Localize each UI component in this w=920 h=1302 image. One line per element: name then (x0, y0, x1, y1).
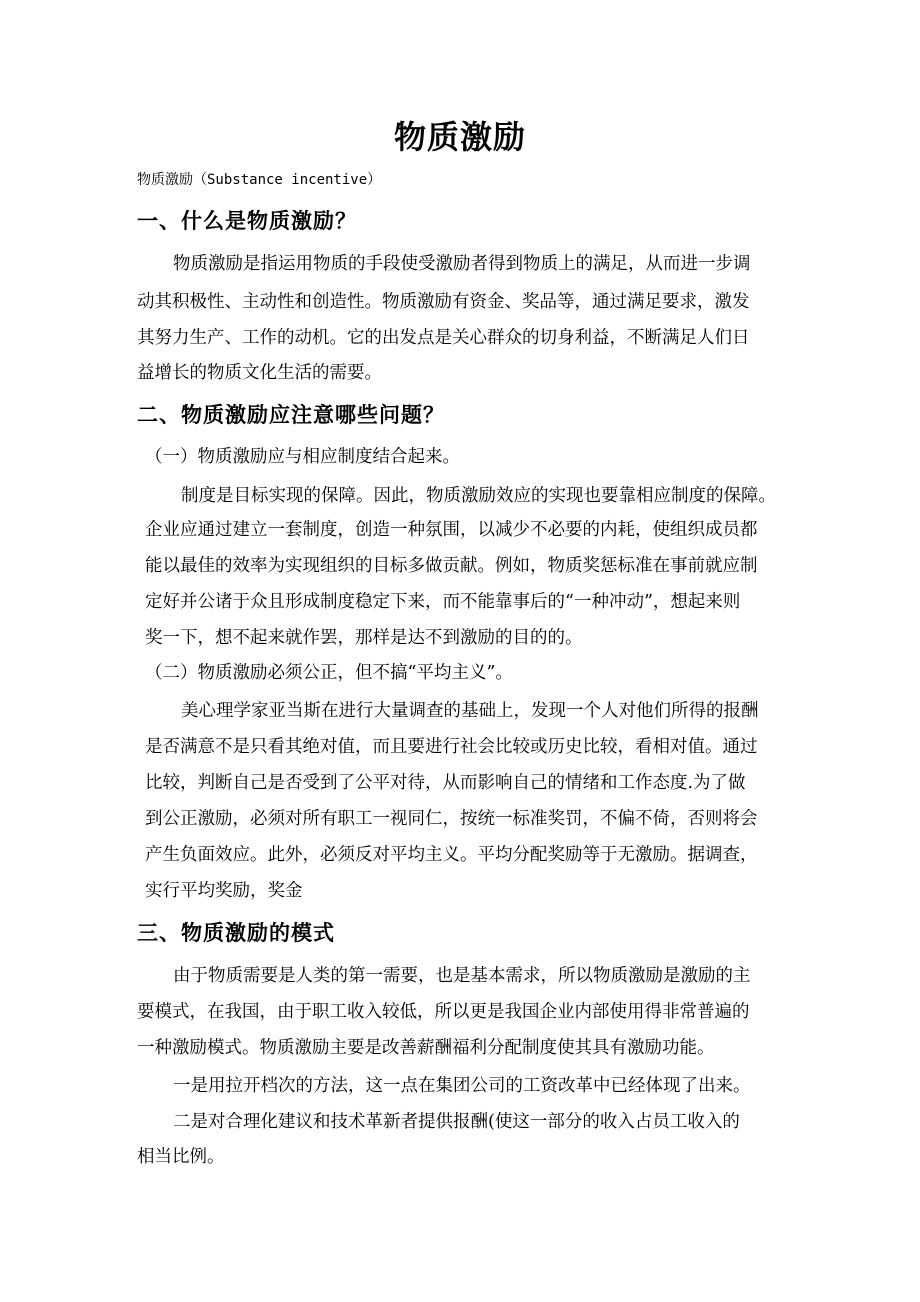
section-heading-modes: 三、物质激励的模式 (137, 920, 335, 945)
paragraph-line: 奖一下，想不起来就作罢，那样是达不到激励的目的的。 (145, 628, 583, 648)
paragraph-line: 定好并公诸于众且形成制度稳定下来，而不能靠事后的“一种冲动”，想起来则 (145, 592, 741, 612)
paragraph-line: 实行平均奖励，奖金 (145, 881, 303, 901)
section-heading-issues: 二、物质激励应注意哪些问题？ (137, 402, 445, 427)
paragraph-line: 益增长的物质文化生活的需要。 (137, 363, 382, 383)
paragraph-line: 是否满意不是只看其绝对值，而且要进行社会比较或历史比较，看相对值。通过 (145, 737, 758, 757)
subsection-heading: （一）物质激励应与相应制度结合起来。 (145, 447, 460, 467)
subtitle-chinese: 物质激励 (137, 172, 193, 188)
paragraph-line: 二是对合理化建议和技术革新者提供报酬(使这一部分的收入占员工收入的 (173, 1112, 740, 1132)
subtitle-english: （Substance incentive） (193, 172, 382, 188)
paragraph-line: 动其积极性、主动性和创造性。物质激励有资金、奖品等，通过满足要求，激发 (137, 292, 750, 312)
paragraph-line: 其努力生产、工作的动机。它的出发点是关心群众的切身利益，不断满足人们日 (137, 328, 750, 348)
paragraph-line: 到公正激励，必须对所有职工一视同仁，按统一标准奖罚，不偏不倚，否则将会 (145, 809, 758, 829)
paragraph-line: 一是用拉开档次的方法，这一点在集团公司的工资改革中已经体现了出来。 (173, 1076, 751, 1096)
page-subtitle (137, 169, 381, 189)
paragraph-line: 相当比例。 (137, 1147, 225, 1167)
paragraph-line: 由于物质需要是人类的第一需要，也是基本需求，所以物质激励是激励的主 (173, 966, 751, 986)
paragraph-line: 一种激励模式。物质激励主要是改善薪酬福利分配制度使其具有激励功能。 (137, 1038, 715, 1058)
paragraph-line: 产生负面效应。此外，必须反对平均主义。平均分配奖励等于无激励。据调查， (145, 845, 758, 865)
section-heading-what-is: 一、什么是物质激励？ (137, 208, 357, 233)
page-title: 物质激励 (393, 118, 526, 156)
paragraph-line: 能以最佳的效率为实现组织的目标多做贡献。例如，物质奖惩标准在事前就应制 (145, 556, 758, 576)
paragraph-line: 制度是目标实现的保障。因此，物质激励效应的实现也要靠相应制度的保障。 (181, 486, 776, 506)
paragraph-line: 比较，判断自己是否受到了公平对待，从而影响自己的情绪和工作态度.为了做 (145, 773, 746, 793)
paragraph-line: 要模式，在我国，由于职工收入较低，所以更是我国企业内部使用得非常普遍的 (137, 1002, 750, 1022)
paragraph-line: 美心理学家亚当斯在进行大量调查的基础上，发现一个人对他们所得的报酬 (181, 701, 759, 721)
subsection-heading: （二）物质激励必须公正，但不搞“平均主义”。 (145, 663, 513, 683)
page-bottom-margin (0, 1292, 920, 1302)
paragraph-line: 物质激励是指运用物质的手段使受激励者得到物质上的满足，从而进一步调 (173, 254, 751, 274)
paragraph-line: 企业应通过建立一套制度，创造一种氛围，以减少不必要的内耗，使组织成员都 (145, 520, 758, 540)
